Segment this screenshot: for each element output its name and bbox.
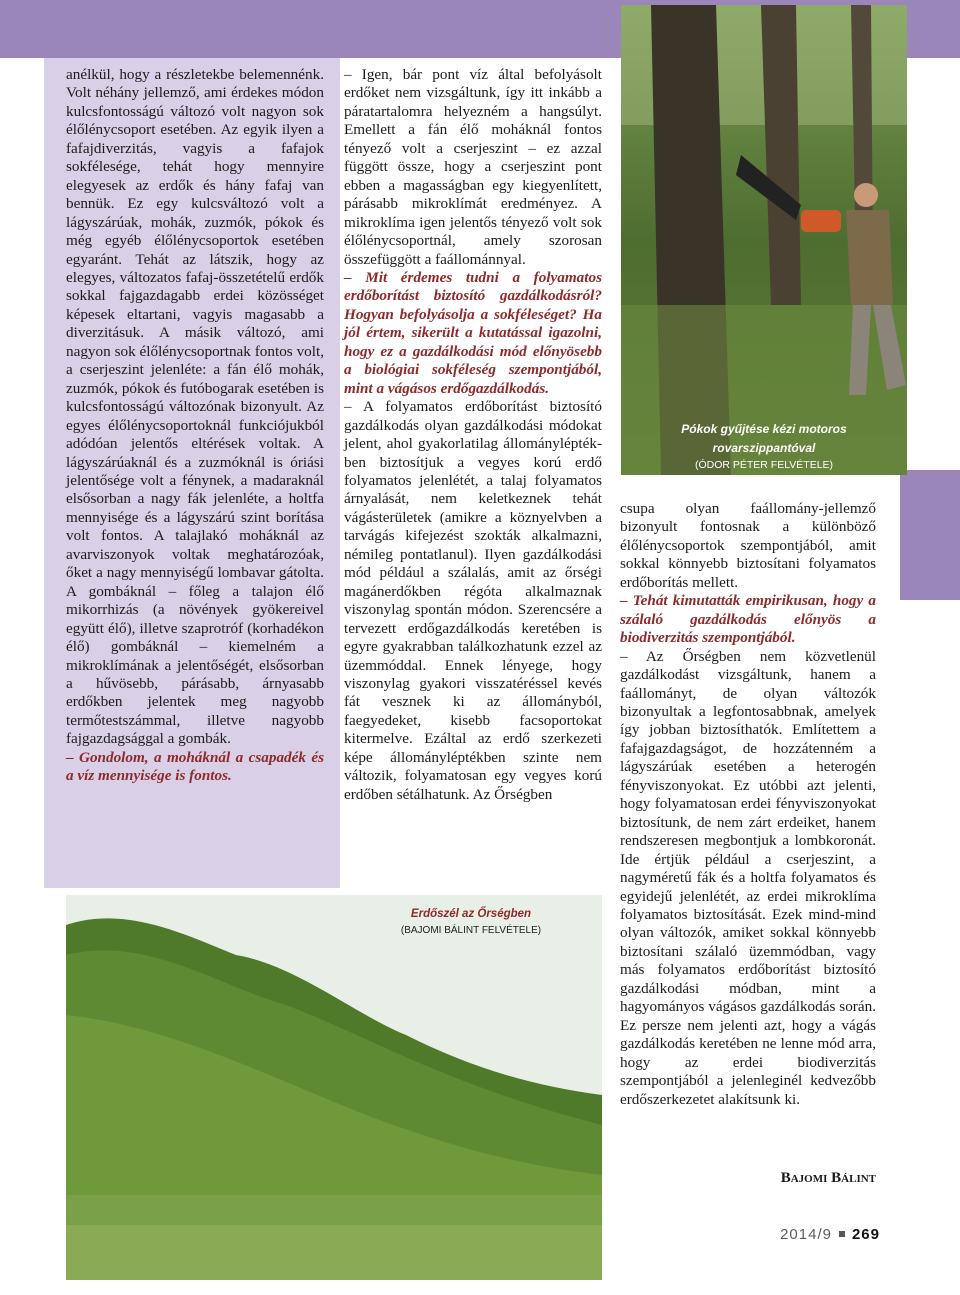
paragraph: – Igen, bár pont víz által befolyásolt erdőket nem vizsgáltunk, így itt inkább a páratartalomra helyezném a hangsúlyt. Emellett a fán élő moháknál fontos tényező volt a cserjeszint – ez azzal függött össze, hogy a cserjeszint pont ebben a magasságban egy kiegyenlített, párásabb mikroklímát eredményez. A mikroklíma igen jelentős tényező volt sok élőlénycsoportnál, amely szorosan összefüggött a faállománnyal. [344,66,602,268]
caption-title: Erdőszél az Őrségben [410,908,532,920]
interview-question: – Gondolom, a moháknál a csapadék és a víz mennyisége is fontos. [66,748,324,785]
column-2 [344,66,602,804]
column-3 [620,500,876,1109]
author-signature: Bajomi Bálint [780,1170,876,1186]
interview-question: – Mit érdemes tudni a folyamatos erdőborítást biztosító gazdálkodásról? Hogyan befolyásolja a sokféleséget? Ha jól értem, sikerült a kutatással igazolni, hogy ez a gazdálkodási mód előnyösebb a biológiai sokféleség szempontjából, mint a vágásos erdőgazdálkodás. [344,268,602,397]
photo-top-caption [621,420,907,473]
caption-title-line2: rovarszippantóval [712,441,816,455]
forest-edge-image [66,895,602,1280]
forest-photo-image [621,5,907,475]
paragraph: – A folyamatos erdőborítást biztosító gazdálkodás olyan gazdálkodási módokat jelent, ahol gyakorlatilag állományléptékben biztosítjuk a vegyes korú erdő folyamatos jelenlétét, a talaj folyamatos árnyalását, nem keletkeznek tehát vágásterületek (amikre a köznyelvben a tarvágás kifejezést szokták alkalmazni, némileg pontatlanul). Ilyen gazdálkodási mód például a szálalás, amit az őrségi magánerdőkben régóta alkalmaznak viszonylag spontán módon. Szerencsére a tervezett erdőgazdálkodás keretében is egyre gyakrabban találkozhatunk ezzel az üzemmóddal. Ennek lényege, hogy viszonylag gyakori visszatéréssel kevés fát vesznek ki az állományból, faegyedeket, kisebb facsoportokat kitermelve. Ezáltal az erdő szerkezeti képe állományléptékben szinte nem változik, folyamatosan egy vegyes korú erdőben sétálhatunk. Az Őrségben [344,398,602,803]
paragraph: – Az Őrségben nem közvetlenül gazdálkodást vizsgáltunk, hanem a faállományt, de olyan változók bizonyultak a legfontosabbnak, amelyek így jobban biztosíthatók. Említettem a fafajgazdagságot, de hozzátenném a lágyszárúak esetében a heterogén fényviszonyokat. Ez utóbbi azt jelenti, hogy folyamatosan erdei fényviszonyokat biztosítunk, de nem zárt erdeiket, hanem rendszeresen megbontjuk a lombkoronát. Ide értjük például a cserjeszint, a nagyméretű fák és a holtfa folyamatos és egyidejű jelenlétét, az erdei mikroklíma folyamatos biztosítását. Ezek mind-mind olyan változók, amiket sokkal könnyebb biztosítani szálaló üzemmódban, vagy más folyamatos erdőborítást biztosító gazdálkodási módban, mint a hagyományos vágásos gazdálkodás során. Ez persze nem jelenti azt, hogy a vágás gazdálkodás keretében ne lenne mód arra, hogy az erdei biodiverzitás szempontjából a jelenleginél kedvezőbb erdőszerkezetet alakítsunk ki. [620,647,876,1108]
paragraph: anélkül, hogy a részletekbe belemennénk. Volt néhány jellemző, ami érdekes módon kulcsfontosságú változó volt nagyon sok élőlénycsoport esetében. Az egyik ilyen a fafajdiverzitás, vagyis a fafajok sokfélesége, tehát hogy mennyire elegyesek az erdők és hány fafaj van bennük. Ez egy kulcsváltozó volt a lágyszárúak, mohák, zuzmók, pókok és még egyéb élőlénycsoportok esetében egyaránt. Tehát az látszik, hogy az elegyes, változatos fafaj-összetételű erdők sokkal fajgazdagabb erdei közösséget képesek eltartani, vagyis magasabb a diverzitásuk. A másik változó, ami nagyon sok élőlénycsoportnak fontos volt, a cserjeszint jelenléte: a fán élő mohák, zuzmók, pókok és futóbogarak esetében is kulcsfontosságú változónak bizonyult. Az egyes élőlénycsoportoknál funkciójukból adódóan jelentős eltérések voltak. A lágyszárúaknál és a zuzmóknál is óriási jelentősége volt a fénynek, a madaraknál elsősorban a nagy fák jelenléte, a holtfa mennyisége és a lágyszárú szint borítása volt fontos. A talajlakó moháknál az avarviszonyok voltak meghatározóak, őket a nagy mennyiségű lombavar gátolta. A gombáknál – főleg a talajon élő mikorrhizás (a növények gyökereivel együtt élő), illetve szaprotróf (korhadékon élő) gombáknál – kiemelném a mikroklímának a jelentőségét, elsősorban a hűvösebb, párásabb, árnyasabb erdőkben jelentek meg nagyobb termőtestszámmal, illetve nagyobb fajgazdagsággal a gombák. [66,66,324,748]
issue-number: 2014/9 [780,1226,832,1243]
paragraph: csupa olyan faállomány-jellemző bizonyult fontosnak a különböző élőlénycsoportok szempontjából, amit sokkal könnyebb biztosítani folyamatos erdőborítás mellett. [620,500,876,591]
column-1 [66,66,324,786]
photo-spider-collection [621,5,907,475]
caption-credit: (BAJOMI BÁLINT FELVÉTELE) [400,925,542,936]
photo-forest-edge [66,895,602,1280]
page-number: 269 [851,1226,880,1243]
photo-bottom-caption [366,904,576,938]
caption-title-line1: Pókok gyűjtése kézi motoros [681,422,847,436]
interview-question: – Tehát kimutatták empirikusan, hogy a szálaló gazdálkodás előnyös a biodiverzitás szempontjából. [620,592,876,647]
right-band [900,470,960,600]
page-footer [770,1226,880,1243]
caption-credit: (ÓDOR PÉTER FELVÉTELE) [694,459,834,471]
separator-square-icon [839,1231,845,1237]
